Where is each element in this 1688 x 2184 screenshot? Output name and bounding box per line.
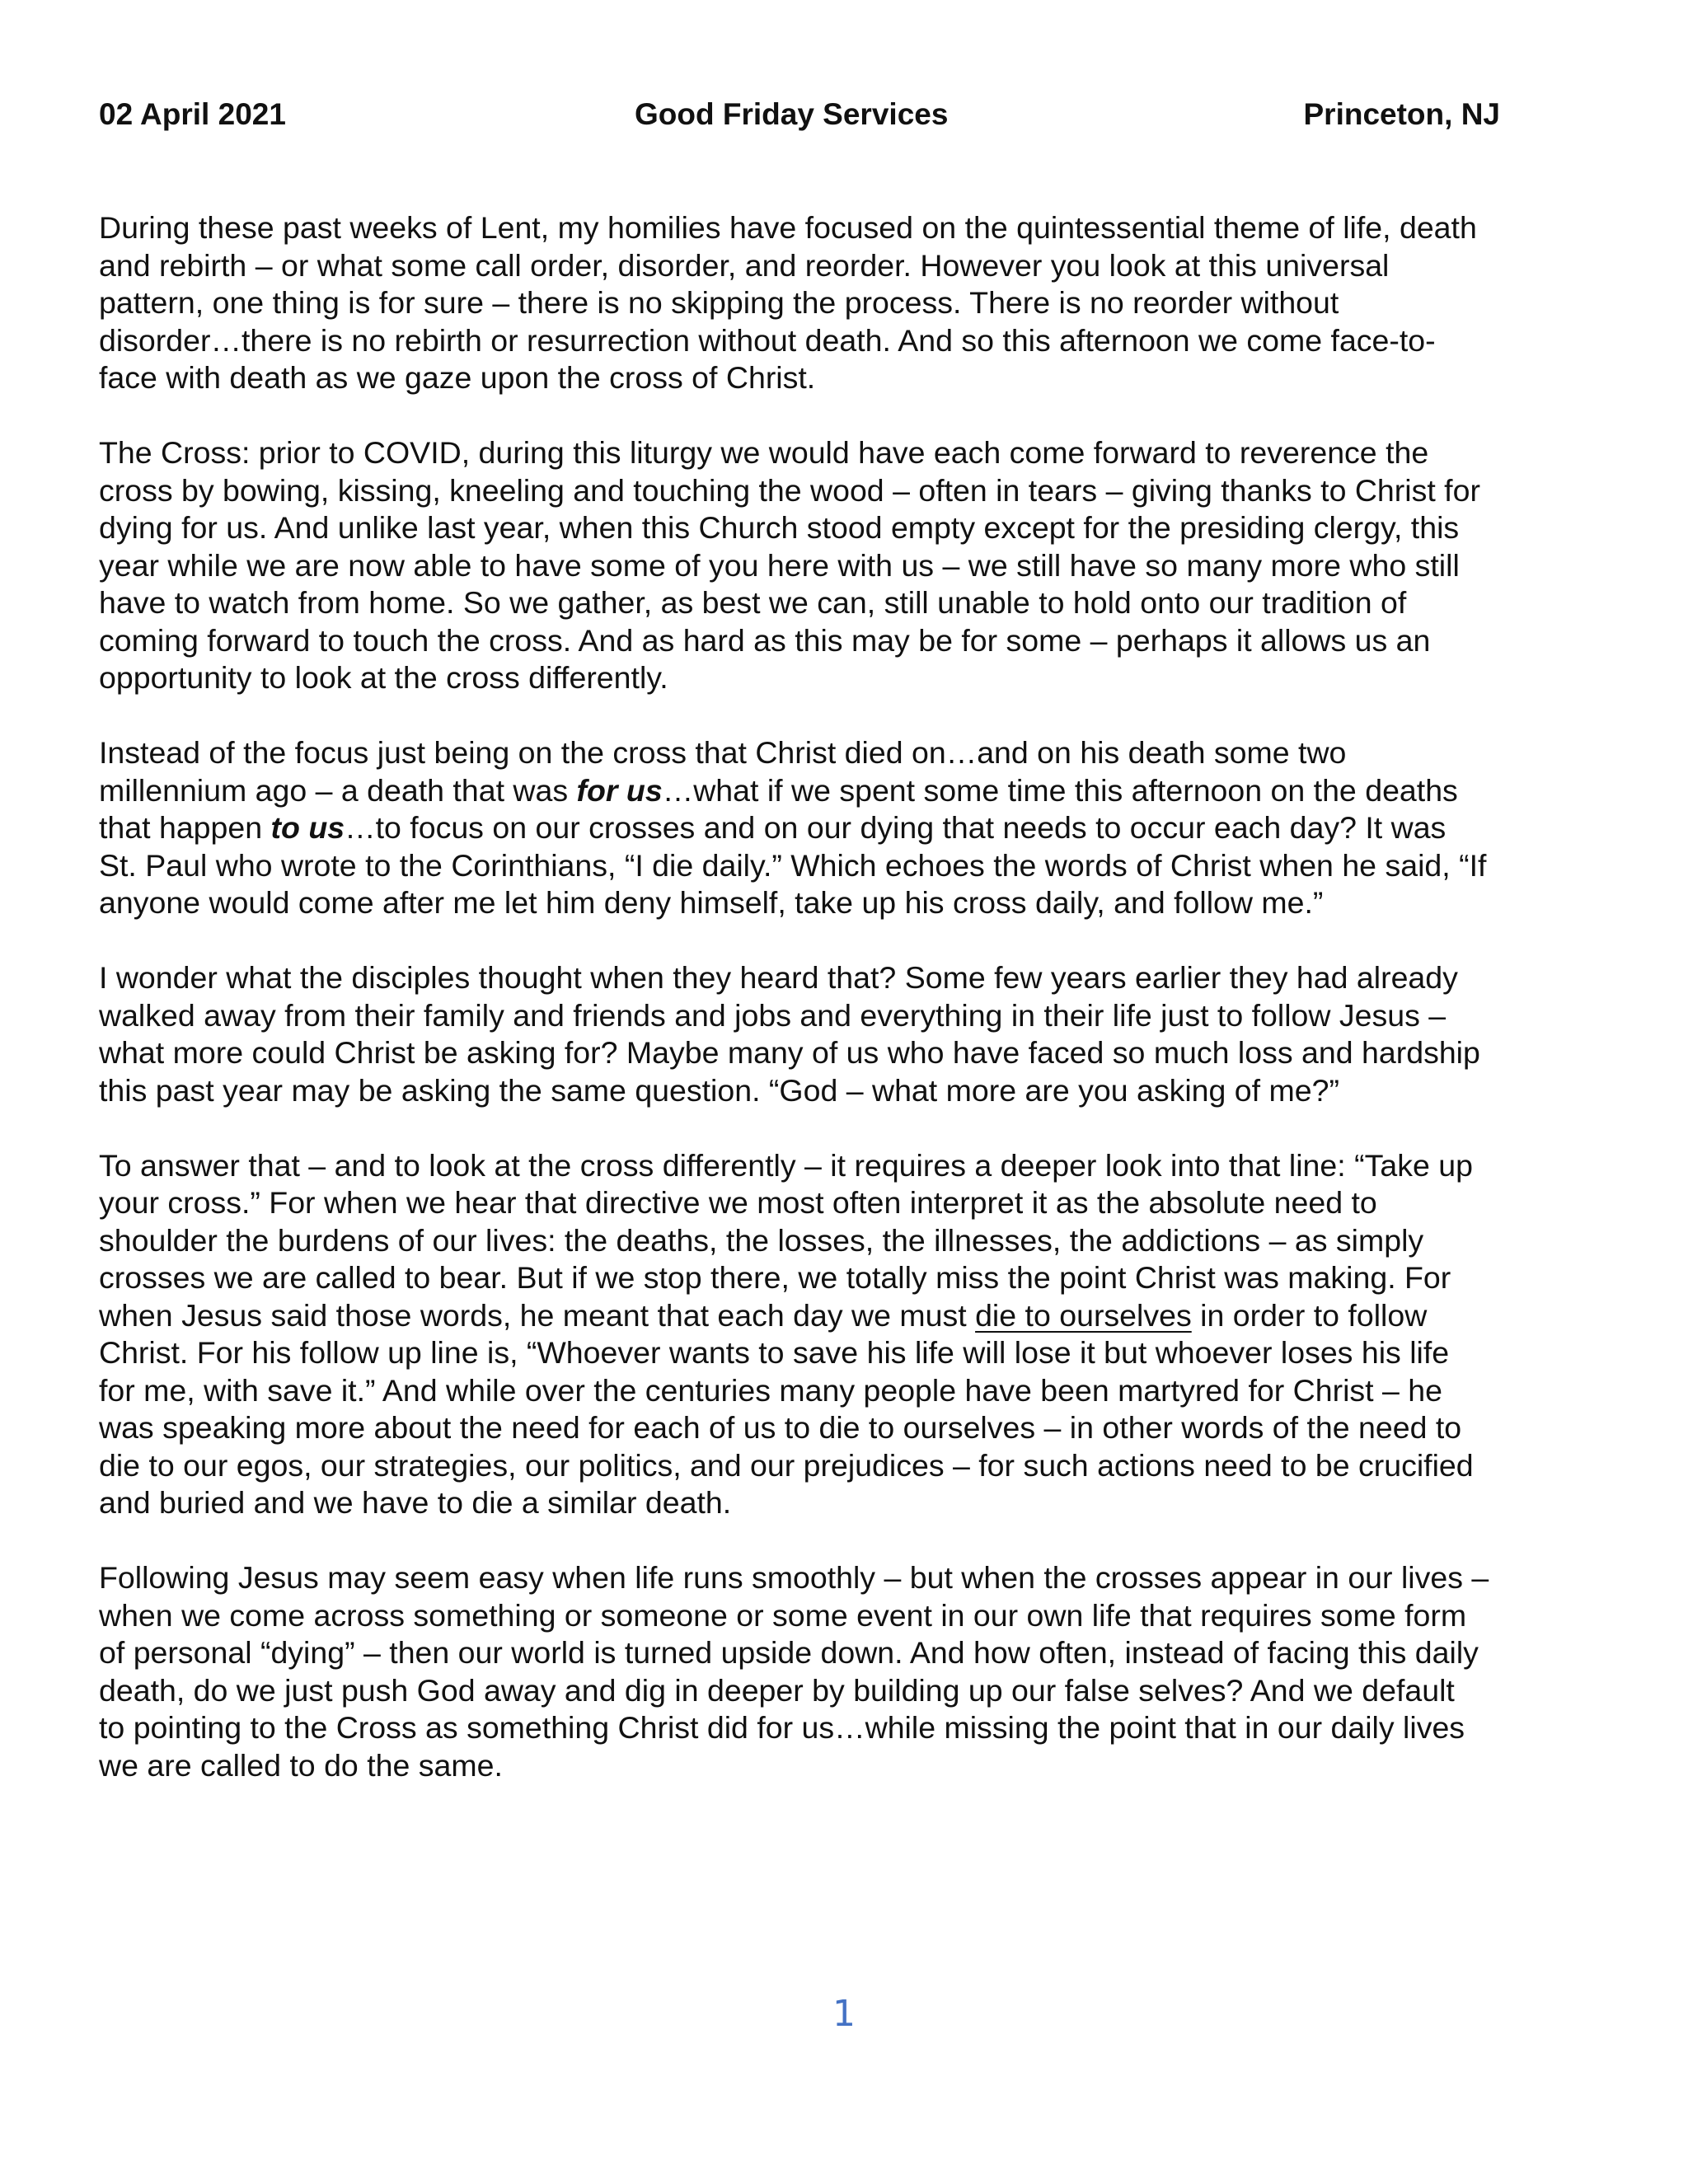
header-location: Princeton, NJ — [1303, 97, 1500, 131]
page-number: 1 — [832, 1993, 856, 2035]
text-line — [99, 1297, 1591, 1335]
text-line: shoulder the burdens of our lives: the deaths, the losses, the illnesses, the addictions – as simply — [99, 1222, 1424, 1258]
text-line: when we come across something or someone or some event in our own life that requires some form — [99, 1597, 1467, 1633]
header-title: Good Friday Services — [635, 97, 949, 131]
paragraph-2 — [99, 434, 1591, 697]
text-run: …to focus on our crosses and on our dying that needs to occur each day? It was — [345, 810, 1447, 845]
underlined-die-to-ourselves: die to ourselves — [975, 1297, 1192, 1333]
text-line: and rebirth – or what some call order, disorder, and reorder. However you look at this universal — [99, 247, 1390, 283]
text-line — [99, 772, 1591, 810]
page-header — [99, 97, 1500, 138]
paragraph-6 — [99, 1559, 1591, 1784]
text-line: I wonder what the disciples thought when they heard that? Some few years earlier they had already — [99, 960, 1458, 995]
paragraph-1 — [99, 209, 1591, 397]
text-run: millennium ago – a death that was — [99, 772, 577, 808]
text-line: what more could Christ be asking for? Maybe many of us who have faced so much loss and hardship — [99, 1035, 1480, 1070]
emphasis-to-us: to us — [270, 810, 345, 845]
paragraph-4 — [99, 959, 1591, 1109]
text-line: for me, with save it.” And while over the centuries many people have been martyred for Christ – he — [99, 1372, 1442, 1408]
text-line: coming forward to touch the cross. And as hard as this may be for some – perhaps it allows us an — [99, 622, 1431, 658]
text-run: that happen — [99, 810, 271, 845]
emphasis-for-us: for us — [576, 772, 663, 808]
text-line: and buried and we have to die a similar death. — [99, 1485, 732, 1520]
text-line: Following Jesus may seem easy when life runs smoothly – but when the crosses appear in our lives – — [99, 1560, 1489, 1595]
text-line — [99, 809, 1591, 847]
text-line: The Cross: prior to COVID, during this liturgy we would have each come forward to reverence the — [99, 435, 1429, 470]
header-date: 02 April 2021 — [99, 97, 286, 131]
text-run: when Jesus said those words, he meant that each day we must — [99, 1297, 976, 1333]
text-line: walked away from their family and friends and jobs and everything in their life just to follow Jesus – — [99, 997, 1447, 1033]
text-line: year while we are now able to have some of you here with us – we still have so many more who still — [99, 547, 1460, 583]
text-line: was speaking more about the need for each of us to die to ourselves – in other words of the need to — [99, 1410, 1462, 1445]
text-line: St. Paul who wrote to the Corinthians, “I die daily.” Which echoes the words of Christ when he said, “If — [99, 847, 1487, 883]
text-line: crosses we are called to bear. But if we stop there, we totally miss the point Christ was making. For — [99, 1260, 1451, 1295]
text-line: we are called to do the same. — [99, 1747, 503, 1783]
text-line: pattern, one thing is for sure – there is no skipping the process. There is no reorder without — [99, 285, 1339, 320]
homily-body — [99, 209, 1591, 1822]
text-line: die to our egos, our strategies, our politics, and our prejudices – for such actions need to be crucified — [99, 1447, 1474, 1483]
text-line: face with death as we gaze upon the cross of Christ. — [99, 360, 816, 395]
text-line: this past year may be asking the same question. “God – what more are you asking of me?” — [99, 1072, 1339, 1108]
text-line: anyone would come after me let him deny himself, take up his cross daily, and follow me.” — [99, 885, 1324, 920]
text-run: …what if we spent some time this afternoon on the deaths — [662, 772, 1458, 808]
text-line: of personal “dying” – then our world is turned upside down. And how often, instead of facing this daily — [99, 1635, 1479, 1670]
text-line: To answer that – and to look at the cross differently – it requires a deeper look into that line: “Take up — [99, 1147, 1473, 1183]
text-line: death, do we just push God away and dig in deeper by building up our false selves? And we default — [99, 1672, 1455, 1708]
text-line: your cross.” For when we hear that directive we most often interpret it as the absolute need to — [99, 1185, 1377, 1220]
text-line: Instead of the focus just being on the cross that Christ died on…and on his death some two — [99, 735, 1347, 770]
paragraph-3 — [99, 734, 1591, 922]
text-line: to pointing to the Cross as something Christ did for us…while missing the point that in our daily lives — [99, 1710, 1465, 1745]
text-run: in order to follow — [1191, 1297, 1428, 1333]
text-line: have to watch from home. So we gather, as best we can, still unable to hold onto our tradition of — [99, 585, 1407, 620]
paragraph-5 — [99, 1147, 1591, 1522]
text-line: cross by bowing, kissing, kneeling and touching the wood – often in tears – giving thanks to Christ for — [99, 472, 1480, 508]
text-line: During these past weeks of Lent, my homilies have focused on the quintessential theme of life, death — [99, 210, 1477, 245]
text-line: Christ. For his follow up line is, “Whoever wants to save his life will lose it but whoever loses his life — [99, 1335, 1450, 1370]
text-line: opportunity to look at the cross differently. — [99, 660, 668, 695]
text-line: dying for us. And unlike last year, when this Church stood empty except for the presiding clergy, this — [99, 510, 1460, 545]
text-line: disorder…there is no rebirth or resurrection without death. And so this afternoon we come face-to- — [99, 322, 1436, 358]
